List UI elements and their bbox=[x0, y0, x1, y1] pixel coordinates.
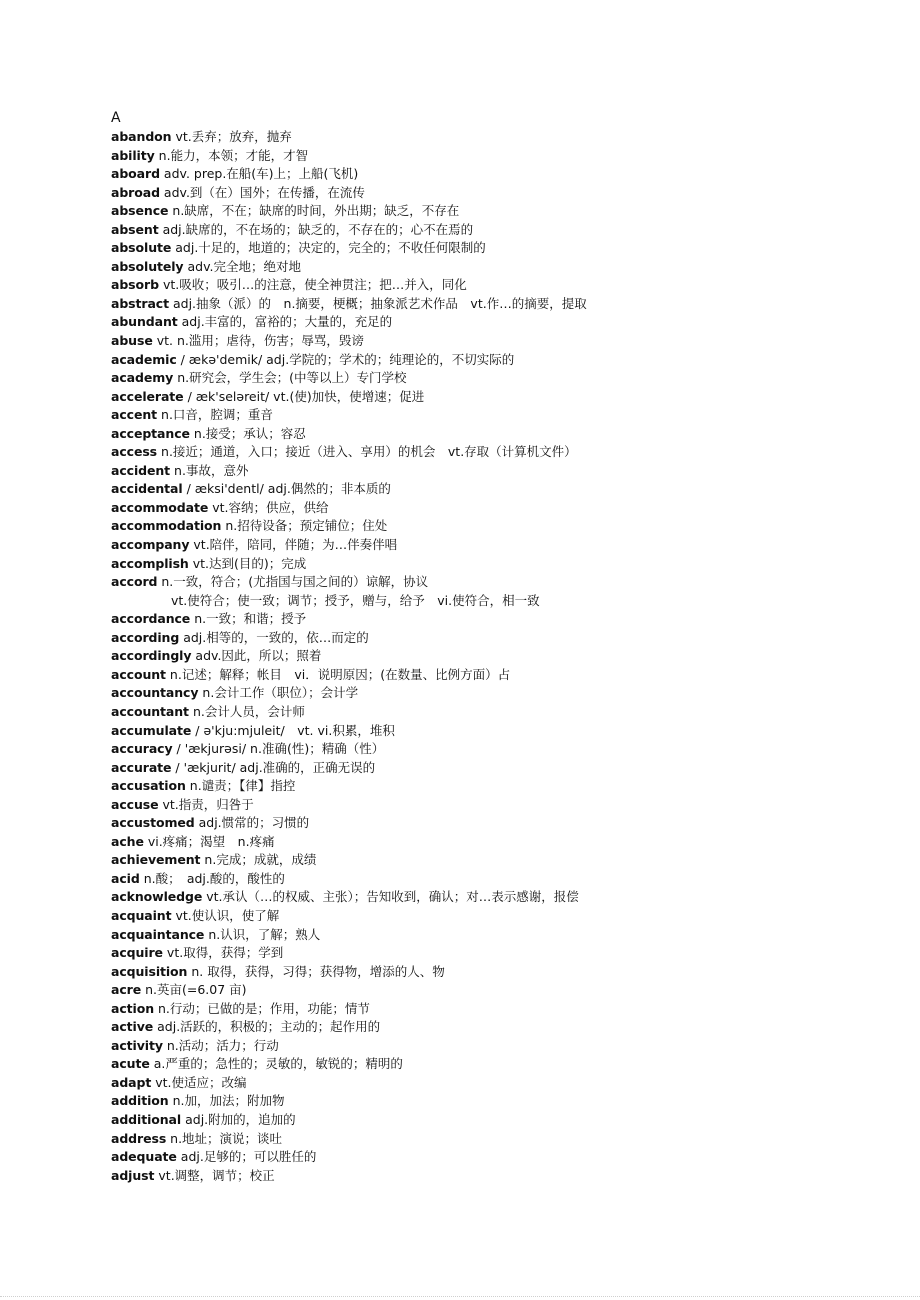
entry-word: active bbox=[111, 1019, 154, 1035]
entry-word: acquaint bbox=[111, 907, 172, 923]
entry-definition: n.招待设备；预定铺位；住处 bbox=[225, 518, 388, 534]
entry-word: action bbox=[111, 1000, 154, 1016]
entry-word: address bbox=[111, 1130, 167, 1146]
entry-word: accommodate bbox=[111, 499, 209, 515]
entry-definition: vi.疼痛；渴望 n.疼痛 bbox=[147, 833, 275, 849]
entry-definition: n.记述；解释；帐目 vi．说明原因；(在数量、比例方面）占 bbox=[169, 666, 511, 682]
entry-word: accommodation bbox=[111, 518, 222, 534]
entry-definition: n.研究会，学生会；(中等以上）专门学校 bbox=[177, 370, 407, 386]
entry-word: adequate bbox=[111, 1149, 177, 1165]
entry-definition: vt.使认识，使了解 bbox=[175, 907, 280, 923]
list-item bbox=[111, 295, 901, 314]
entry-word: acquisition bbox=[111, 963, 188, 979]
list-item bbox=[111, 517, 901, 536]
entry-definition: n.事故，意外 bbox=[174, 462, 249, 478]
entry-definition: / æksi'dentl/ adj.偶然的；非本质的 bbox=[186, 481, 391, 497]
entry-definition: vt.丢弃；放弃，抛弃 bbox=[175, 129, 292, 144]
list-item bbox=[111, 480, 901, 499]
entry-word: accord bbox=[111, 574, 158, 590]
list-item bbox=[111, 184, 901, 203]
entry-definition: a.严重的；急性的；灵敏的，敏锐的；精明的 bbox=[153, 1056, 403, 1072]
entry-definition: n.一致；和谐；授予 bbox=[194, 611, 307, 627]
entry-definition: n.会计人员，会计师 bbox=[192, 703, 305, 719]
entry-definition: adv.到（在）国外；在传播，在流传 bbox=[163, 184, 365, 200]
list-item bbox=[111, 276, 901, 295]
section-letter: A bbox=[111, 110, 121, 126]
entry-definition: adv.因此，所以；照着 bbox=[195, 648, 322, 664]
entry-definition: n.行动；已做的是；作用，功能；情节 bbox=[158, 1000, 370, 1016]
entry-definition: adj.足够的；可以胜任的 bbox=[180, 1149, 317, 1165]
entry-definition: n.缺席，不在；缺席的时间，外出期；缺乏，不存在 bbox=[172, 203, 460, 219]
list-item bbox=[111, 462, 901, 481]
list-item bbox=[111, 944, 901, 963]
list-item bbox=[111, 239, 901, 258]
entry-word: ability bbox=[111, 147, 155, 163]
list-item bbox=[111, 1000, 901, 1019]
entry-word: activity bbox=[111, 1037, 163, 1053]
list-item bbox=[111, 313, 901, 332]
entry-word: accuracy bbox=[111, 741, 173, 757]
entry-definition: adj.活跃的，积极的；主动的；起作用的 bbox=[157, 1019, 381, 1035]
entry-definition: adj.十足的，地道的；决定的，完全的；不收任何限制的 bbox=[175, 240, 486, 256]
list-item bbox=[111, 666, 901, 685]
list-item bbox=[111, 573, 901, 592]
entry-definition: n.接受；承认；容忍 bbox=[193, 425, 306, 441]
entry-word: absence bbox=[111, 203, 169, 219]
entry-definition: n.认识，了解；熟人 bbox=[208, 926, 321, 942]
vocabulary-page bbox=[111, 109, 901, 1185]
entry-definition: vt.吸收；吸引…的注意，使全神贯注；把…并入，同化 bbox=[162, 277, 467, 293]
list-item bbox=[111, 147, 901, 166]
entry-word: accustomed bbox=[111, 815, 195, 831]
entry-definition: vt.取得，获得；学到 bbox=[166, 945, 284, 961]
list-item bbox=[111, 870, 901, 889]
list-item bbox=[111, 963, 901, 982]
list-item bbox=[111, 796, 901, 815]
list-item bbox=[111, 388, 901, 407]
list-item bbox=[111, 202, 901, 221]
entry-word: acknowledge bbox=[111, 889, 203, 905]
list-item bbox=[111, 981, 901, 1000]
entry-word: acquaintance bbox=[111, 926, 205, 942]
entry-word: acute bbox=[111, 1056, 150, 1072]
entry-word: absolute bbox=[111, 240, 172, 256]
list-item bbox=[111, 722, 901, 741]
entry-word: aboard bbox=[111, 166, 160, 182]
entry-definition: / æk'seləreit/ vt.(使)加快，使增速；促进 bbox=[187, 388, 425, 404]
entry-word: abundant bbox=[111, 314, 178, 330]
entry-word: accelerate bbox=[111, 388, 184, 404]
entry-word: absolutely bbox=[111, 258, 184, 274]
list-item bbox=[111, 1111, 901, 1130]
entry-definition: vt.承认（…的权威、主张）；告知收到，确认；对…表示感谢，报偿 bbox=[206, 889, 579, 905]
entry-word: according bbox=[111, 629, 180, 645]
entry-definition: vt.容纳；供应，供给 bbox=[212, 499, 329, 515]
list-item bbox=[111, 759, 901, 778]
entry-word: abuse bbox=[111, 333, 153, 349]
entry-definition: adj.丰富的，富裕的；大量的，充足的 bbox=[181, 314, 393, 330]
entry-definition: / 'ækjurəsi/ n.准确(性)；精确（性） bbox=[176, 741, 385, 757]
entry-word: academic bbox=[111, 351, 177, 367]
entry-definition: adv. prep.在船(车)上；上船(飞机) bbox=[163, 166, 359, 182]
entry-word: acre bbox=[111, 982, 142, 998]
entry-definition: n.英亩(=6.07 亩) bbox=[145, 982, 247, 998]
entry-definition: adj.惯常的；习惯的 bbox=[198, 815, 310, 831]
list-item bbox=[111, 425, 901, 444]
entry-word: accidental bbox=[111, 481, 183, 497]
list-item bbox=[111, 833, 901, 852]
list-item bbox=[111, 332, 901, 351]
list-item bbox=[111, 499, 901, 518]
entry-word: accent bbox=[111, 407, 158, 423]
entry-definition: n.能力，本领；才能，才智 bbox=[158, 147, 309, 163]
list-item bbox=[111, 221, 901, 240]
entry-definition: vt.指责，归咎于 bbox=[162, 796, 254, 812]
entry-definition: vt.使适应；改编 bbox=[155, 1074, 247, 1090]
list-item bbox=[111, 1167, 901, 1186]
entry-word: accomplish bbox=[111, 555, 189, 571]
entry-definition: n.谴责；【律】指控 bbox=[189, 778, 296, 794]
list-item bbox=[111, 536, 901, 555]
list-item bbox=[111, 814, 901, 833]
list-item bbox=[111, 555, 901, 574]
entry-word: academy bbox=[111, 370, 174, 386]
list-item bbox=[111, 1130, 901, 1149]
list-item bbox=[111, 684, 901, 703]
entry-definition: n.活动；活力；行动 bbox=[166, 1037, 279, 1053]
entry-definition: n. 取得，获得，习得；获得物，增添的人、物 bbox=[191, 963, 445, 979]
entry-definition: vt.使符合；使一致；调节；授予，赠与，给予 vi.使符合，相一致 bbox=[171, 592, 540, 608]
entry-definition: n.完成；成就，成绩 bbox=[204, 852, 317, 868]
entry-word: accusation bbox=[111, 778, 186, 794]
entry-word: accordingly bbox=[111, 648, 192, 664]
list-item bbox=[111, 1092, 901, 1111]
list-item bbox=[111, 1055, 901, 1074]
entry-word: ache bbox=[111, 833, 144, 849]
entry-word: accordance bbox=[111, 611, 191, 627]
entry-definition: vt.调整，调节；校正 bbox=[158, 1167, 275, 1183]
entry-word: achievement bbox=[111, 852, 201, 868]
entry-word: abroad bbox=[111, 184, 160, 200]
list-item bbox=[111, 369, 901, 388]
entry-definition: vt.达到(目的)；完成 bbox=[192, 555, 307, 571]
entry-word: adapt bbox=[111, 1074, 152, 1090]
entry-word: abstract bbox=[111, 295, 169, 311]
entry-definition: vt.陪伴，陪同，伴随；为…伴奏伴唱 bbox=[193, 537, 398, 553]
entry-definition: adj.相等的，一致的，依…而定的 bbox=[183, 629, 369, 645]
list-item bbox=[111, 629, 901, 648]
list-item bbox=[111, 1074, 901, 1093]
entry-definition: adj.抽象（派）的 n.摘要，梗概；抽象派艺术作品 vt.作…的摘要，提取 bbox=[172, 295, 587, 311]
entry-definition: n.加，加法；附加物 bbox=[172, 1093, 285, 1109]
entry-word: absorb bbox=[111, 277, 159, 293]
entry-word: adjust bbox=[111, 1167, 155, 1183]
list-item bbox=[111, 1037, 901, 1056]
entry-definition: adj.附加的，追加的 bbox=[185, 1111, 296, 1127]
entry-word: access bbox=[111, 444, 158, 460]
entry-word: additional bbox=[111, 1111, 182, 1127]
list-item bbox=[111, 647, 901, 666]
entry-definition: adj.缺席的，不在场的；缺乏的，不存在的；心不在焉的 bbox=[162, 221, 474, 237]
entry-definition: n.接近；通道，入口；接近（进入、享用）的机会 vt.存取（计算机文件） bbox=[161, 444, 577, 460]
list-item bbox=[111, 592, 901, 611]
list-item bbox=[111, 907, 901, 926]
list-item bbox=[111, 777, 901, 796]
entry-word: acquire bbox=[111, 945, 163, 961]
entry-word: accumulate bbox=[111, 722, 192, 738]
list-item bbox=[111, 443, 901, 462]
list-item bbox=[111, 740, 901, 759]
entry-word: account bbox=[111, 666, 166, 682]
entry-definition: n.一致，符合；(尤指国与国之间的）谅解，协议 bbox=[161, 574, 429, 590]
list-item bbox=[111, 1018, 901, 1037]
entry-definition: / 'ækjurit/ adj.准确的，正确无误的 bbox=[175, 759, 376, 775]
entry-definition: vt. n.滥用；虐待，伤害；辱骂，毁谤 bbox=[156, 333, 364, 349]
entry-word: accurate bbox=[111, 759, 172, 775]
list-item bbox=[111, 406, 901, 425]
entry-word: accuse bbox=[111, 796, 159, 812]
entry-definition: adv.完全地；绝对地 bbox=[187, 258, 301, 274]
list-item bbox=[111, 851, 901, 870]
entry-word: abandon bbox=[111, 129, 172, 144]
entry-definition: / ə'kju:mjuleit/ vt. vi.积累，堆积 bbox=[195, 722, 395, 738]
entry-definition: n.口音，腔调；重音 bbox=[161, 407, 273, 423]
entry-word: acceptance bbox=[111, 425, 190, 441]
list-item bbox=[111, 128, 901, 147]
list-item bbox=[111, 351, 901, 370]
list-item bbox=[111, 610, 901, 629]
entry-word: accompany bbox=[111, 537, 190, 553]
page-bottom-divider bbox=[0, 1296, 920, 1297]
entry-list bbox=[111, 128, 901, 1185]
entry-word: accident bbox=[111, 462, 171, 478]
entry-word: accountant bbox=[111, 703, 189, 719]
list-item bbox=[111, 165, 901, 184]
entry-word: addition bbox=[111, 1093, 169, 1109]
entry-definition: n.地址；演说；谈吐 bbox=[170, 1130, 283, 1146]
list-item bbox=[111, 926, 901, 945]
list-item bbox=[111, 703, 901, 722]
list-item bbox=[111, 258, 901, 277]
list-item bbox=[111, 1148, 901, 1167]
entry-definition: / ækə'demik/ adj.学院的；学术的；纯理论的，不切实际的 bbox=[180, 351, 515, 367]
entry-word: acid bbox=[111, 870, 140, 886]
entry-word: accountancy bbox=[111, 685, 199, 701]
entry-word: absent bbox=[111, 221, 159, 237]
entry-definition: n.酸； adj.酸的，酸性的 bbox=[143, 870, 285, 886]
entry-definition: n.会计工作（职位）；会计学 bbox=[202, 685, 359, 701]
list-item bbox=[111, 888, 901, 907]
